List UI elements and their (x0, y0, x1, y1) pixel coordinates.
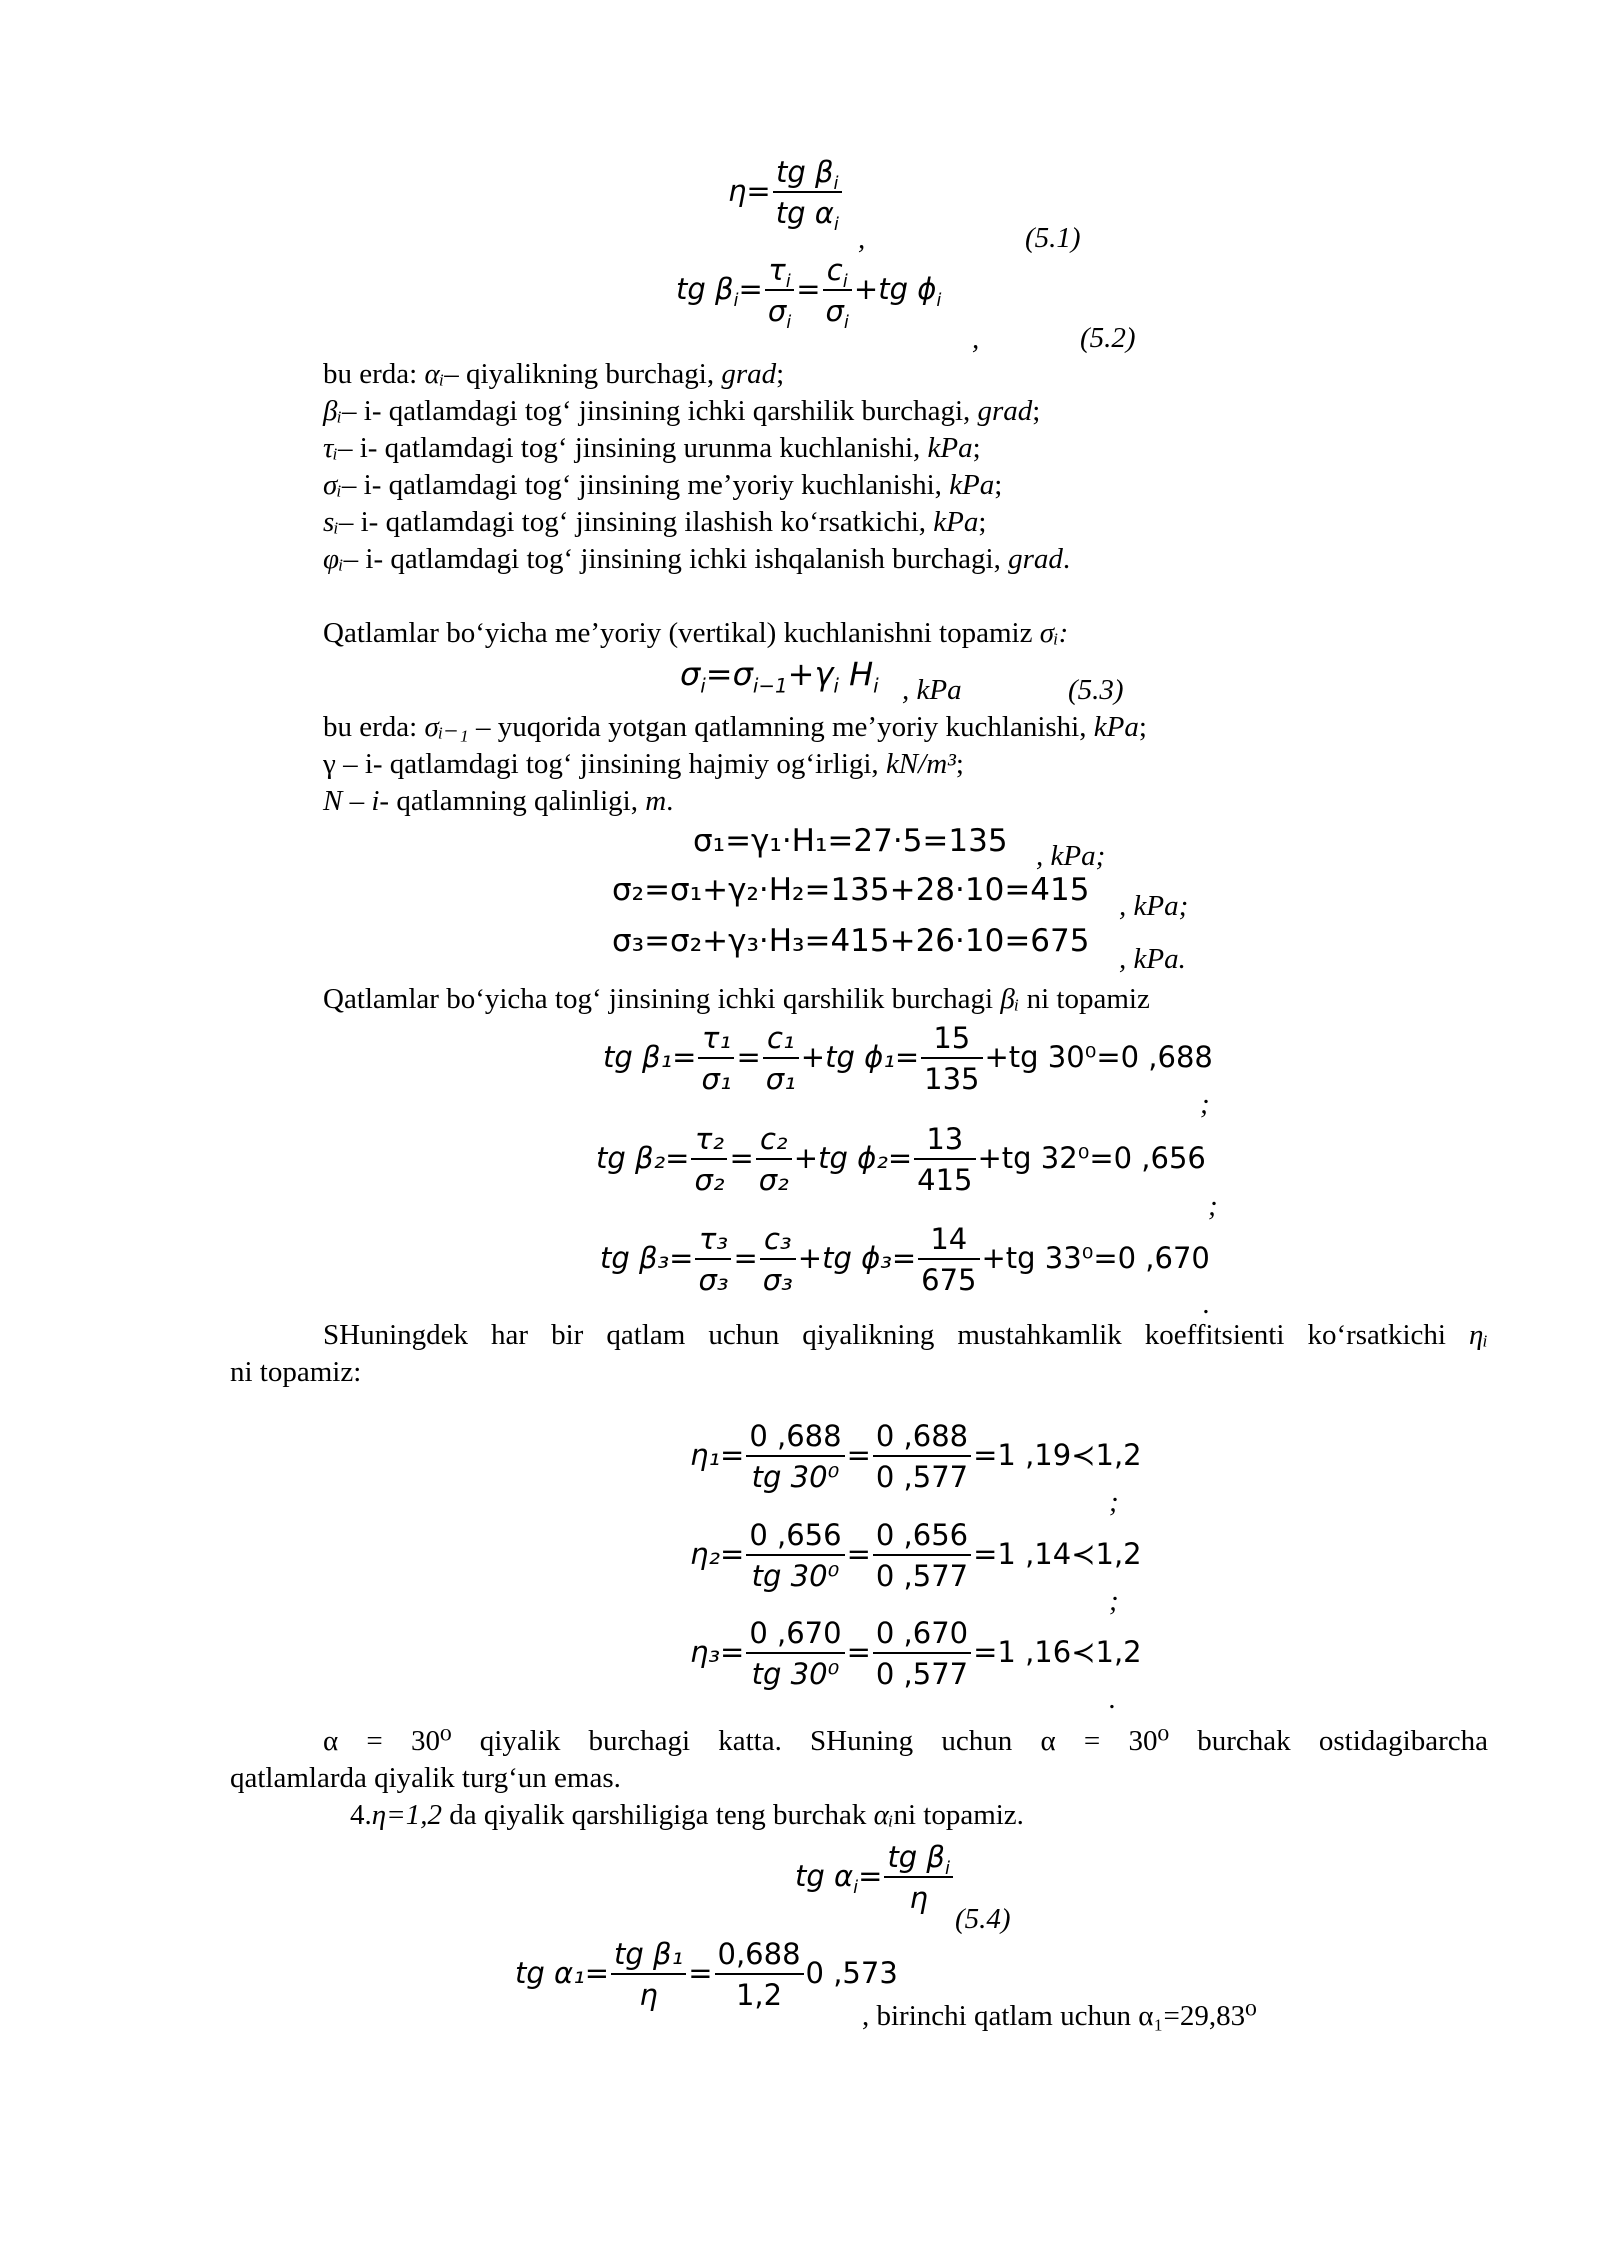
step-4-line: 4.η=1,2 da qiyalik qarshiligiga teng burchak αᵢni topamiz. (350, 1799, 1024, 1831)
where-line-s: sᵢ– i- qatlamdagi tog‘ jinsining ilashish ko‘rsatkichi, kPa; (323, 506, 987, 538)
equation-label-5-1: (5.1) (1025, 222, 1081, 254)
eta-2-end: ; (1109, 1585, 1119, 1617)
where-line-phi: φᵢ– i- qatlamdagi tog‘ jinsining ichki ishqalanish burchagi, grad. (323, 543, 1071, 575)
equation-5-2: tg $\beta_i=$ $\frac{\tau_i}{\sigma_i}$ = $\frac{c_i}{\sigma_i}$ +tg $\phi_i$ (676, 253, 942, 333)
equation-5-1: η= $\frac{tg \beta_i}{tg \alpha_i}$ (728, 158, 844, 228)
beta-intro: Qatlamlar bo‘yicha tog‘ jinsining ichki qarshilik burchagi βᵢ ni topamiz (323, 983, 1150, 1015)
alpha-note-line-2: qatlamlarda qiyalik turg‘un emas. (230, 1762, 621, 1794)
eta-1-end: ; (1109, 1486, 1119, 1518)
comma-5-2: , (972, 323, 980, 355)
where-line-tau: τᵢ– i- qatlamdagi tog‘ jinsining urunma kuchlanishi, kPa; (323, 432, 981, 464)
eta-1-equation: η₁= $\frac{0 ,688}{\text{tg 30⁰}}$ = $\frac{0 ,688}{0 ,577}$ =1 ,19≺1,2 (690, 1419, 1142, 1494)
beta-3-equation: tg β₃= $\frac{\text{τ₃}}{\text{σ₃}}$ = $\frac{\text{c₃}}{\text{σ₃}}$ +tg ϕ₃= $\frac{14}{675}$ +tg 33⁰=0 ,670 (600, 1222, 1210, 1297)
sigma-intro: Qatlamlar bo‘yicha me’yoriy (vertikal) kuchlanishni topamiz σᵢ: (323, 617, 1069, 649)
sigma-2-unit: , kPa; (1119, 890, 1189, 922)
comma-5-1: , (858, 223, 866, 255)
where-line-beta: βᵢ– i- qatlamdagi tog‘ jinsining ichki qarshilik burchagi, grad; (323, 395, 1041, 427)
gamma-line: γ – i- qatlamdagi tog‘ jinsining hajmiy og‘irligi, kN/m³; (323, 748, 964, 780)
sigma-3-unit: , kPa. (1119, 943, 1186, 975)
sigma-3-equation: σ₃=σ₂+γ₃·H₃=415+26·10=675 (612, 923, 1090, 959)
unit-5-3: , kPa (902, 674, 962, 706)
where-line-sigma: σᵢ– i- qatlamdagi tog‘ jinsining me’yoriy kuchlanishi, kPa; (323, 469, 1003, 501)
where-line-alpha: bu erda: αᵢ– qiyalikning burchagi, grad; (323, 358, 785, 390)
thickness-line: N – i- qatlamning qalinligi, m. (323, 785, 674, 817)
equation-label-5-3: (5.3) (1068, 674, 1124, 706)
equation-label-5-4: (5.4) (955, 1903, 1011, 1935)
previous-stress-line: bu erda: σᵢ₋₁ – yuqorida yotgan qatlamning me’yoriy kuchlanishi, kPa; (323, 711, 1147, 743)
eta-intro-line-2: ni topamiz: (230, 1356, 362, 1388)
beta-2-end: ; (1208, 1190, 1218, 1222)
beta-2-equation: tg β₂= $\frac{\text{τ₂}}{\text{σ₂}}$ = $\frac{\text{c₂}}{\text{σ₂}}$ +tg ϕ₂= $\frac{13}{415}$ +tg 32⁰=0 ,656 (596, 1122, 1206, 1197)
eta-3-equation: η₃= $\frac{0 ,670}{\text{tg 30⁰}}$ = $\frac{0 ,670}{0 ,577}$ =1 ,16≺1,2 (690, 1616, 1142, 1691)
sigma-1-equation: σ₁=γ₁·H₁=27·5=135 (693, 823, 1008, 859)
sigma-1-unit: , kPa; (1036, 840, 1106, 872)
sigma-2-equation: σ₂=σ₁+γ₂·H₂=135+28·10=415 (612, 872, 1090, 908)
alpha-note-line-1: α = 30⁰ qiyalik burchagi katta. SHuning uchun α = 30⁰ burchak ostidagibarcha (323, 1725, 1488, 1757)
eta-3-end: . (1109, 1683, 1117, 1715)
tg-alpha-1-equation: tg α₁= $\frac{\text{tg β₁}}{\eta}$ = $\frac{0,688}{1,2}$ 0 ,573 (515, 1937, 898, 2012)
eta-intro-line-1: SHuningdek har bir qatlam uchun qiyalikning mustahkamlik koeffitsienti ko‘rsatkichi ηᵢ (323, 1319, 1488, 1351)
eta-2-equation: η₂= $\frac{0 ,656}{\text{tg 30⁰}}$ = $\frac{0 ,656}{0 ,577}$ =1 ,14≺1,2 (690, 1518, 1142, 1593)
equation-label-5-2: (5.2) (1080, 322, 1136, 354)
equation-5-4: tg $\alpha_i=$ $\frac{tg \beta_i}{\eta}$ (795, 1843, 955, 1913)
beta-1-end: ; (1200, 1088, 1210, 1120)
beta-1-equation: tg β₁= $\frac{\text{τ₁}}{\text{σ₁}}$ = $\frac{\text{c₁}}{\text{σ₁}}$ +tg ϕ₁= $\frac{15}{135}$ +tg 30⁰=0 ,688 (603, 1021, 1213, 1096)
equation-5-3: $\sigma_i=\sigma_{i-1}+\gamma_i$ $H_i$ (680, 655, 879, 698)
beta-3-end: . (1203, 1288, 1211, 1320)
first-layer-result: , birinchi qatlam uchun α₁=29,83⁰ (862, 2000, 1257, 2032)
